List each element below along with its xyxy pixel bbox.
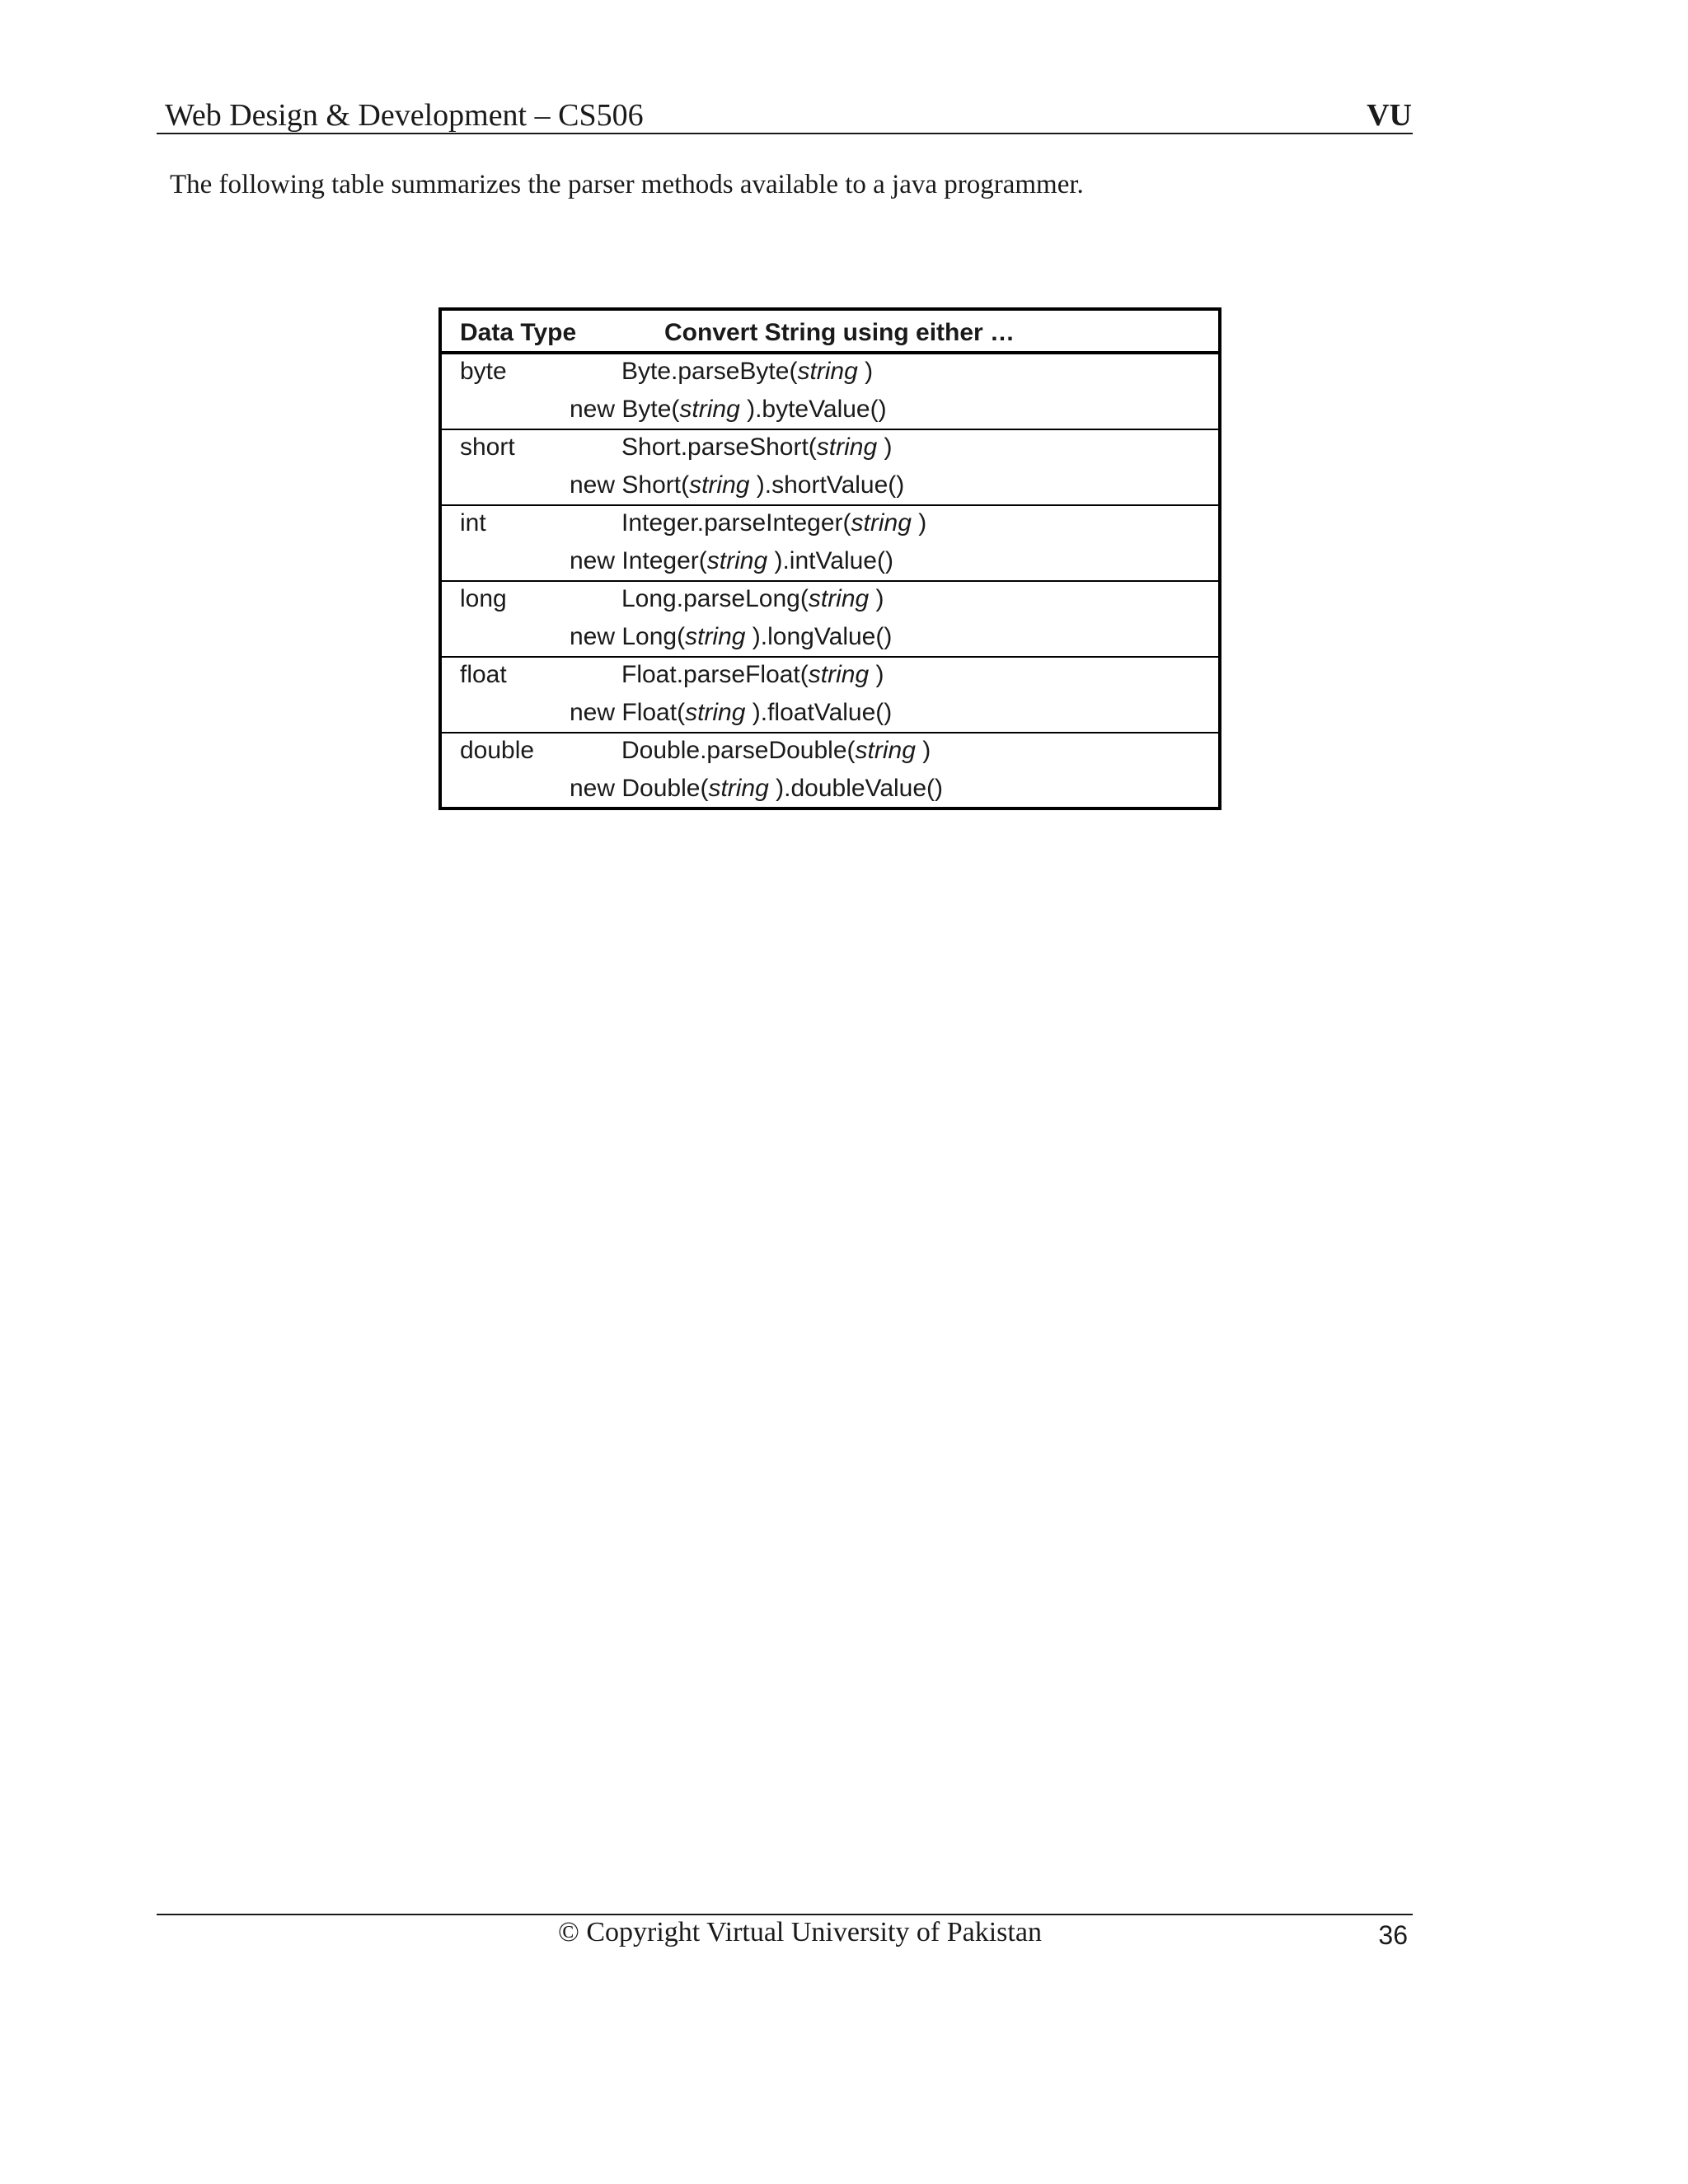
method-prefix: Double.parseDouble( (621, 737, 856, 764)
page-header-institution: VU (1367, 98, 1412, 133)
footer-divider (157, 1914, 1413, 1915)
method-prefix: Float.parseFloat( (621, 661, 809, 688)
method-prefix: new Integer( (570, 547, 707, 574)
method-suffix: ) (911, 509, 927, 537)
method-argument: string (808, 585, 870, 612)
data-type-cell: byte (460, 358, 507, 385)
method-prefix: new Byte( (570, 396, 680, 423)
parse-method (621, 509, 926, 537)
table-row (442, 582, 1218, 658)
constructor-method (570, 623, 892, 651)
method-argument: string (808, 661, 870, 688)
footer-copyright: © Copyright Virtual University of Pakistan (558, 1917, 1042, 1947)
method-argument: string (685, 699, 746, 726)
data-type-cell: float (460, 661, 507, 688)
method-suffix: ).byteValue() (739, 396, 887, 423)
method-suffix: ) (857, 358, 874, 385)
parse-method (621, 737, 931, 765)
method-argument: string (797, 358, 858, 385)
constructor-method (570, 471, 904, 499)
method-prefix: Short.parseShort( (621, 434, 817, 461)
method-prefix: new Short( (570, 471, 690, 499)
method-prefix: new Long( (570, 623, 686, 650)
method-argument: string (816, 434, 878, 461)
constructor-method (570, 699, 892, 727)
method-prefix: Long.parseLong( (621, 585, 809, 612)
parse-method (621, 585, 884, 613)
parser-methods-table (438, 307, 1221, 810)
data-type-cell: double (460, 737, 535, 764)
method-prefix: new Float( (570, 699, 686, 726)
table-row (442, 733, 1218, 809)
method-argument: string (706, 547, 768, 574)
table-row (442, 354, 1218, 430)
constructor-method (570, 775, 943, 803)
method-argument: string (689, 471, 750, 499)
method-suffix: ).shortValue() (749, 471, 905, 499)
parse-method (621, 358, 873, 386)
method-suffix: ) (869, 585, 884, 612)
data-type-cell: int (460, 509, 486, 537)
method-argument: string (685, 623, 746, 650)
table-row (442, 430, 1218, 506)
method-argument: string (855, 737, 916, 764)
page-number: 36 (1378, 1920, 1408, 1950)
parse-method (621, 434, 892, 462)
method-suffix: ).floatValue() (745, 699, 893, 726)
method-suffix: ) (915, 737, 931, 764)
table-row (442, 658, 1218, 733)
intro-paragraph: The following table summarizes the parser methods available to a java programmer. (170, 170, 1084, 199)
method-prefix: Integer.parseInteger( (621, 509, 851, 537)
method-argument: string (679, 396, 740, 423)
header-divider (157, 133, 1413, 134)
method-prefix: Byte.parseByte( (621, 358, 798, 385)
page-header-title: Web Design & Development – CS506 (165, 98, 644, 133)
data-type-cell: short (460, 434, 515, 461)
constructor-method (570, 396, 887, 424)
constructor-method (570, 547, 893, 575)
method-argument: string (851, 509, 912, 537)
method-suffix: ).doubleValue() (768, 775, 944, 802)
parse-method (621, 661, 884, 689)
method-suffix: ) (869, 661, 884, 688)
method-suffix: ).intValue() (767, 547, 893, 574)
table-header (442, 311, 1218, 354)
method-suffix: ).longValue() (745, 623, 893, 650)
column-header-convert: Convert String using either … (664, 319, 1015, 346)
method-prefix: new Double( (570, 775, 709, 802)
column-header-data-type: Data Type (460, 319, 577, 346)
method-suffix: ) (877, 434, 893, 461)
method-argument: string (708, 775, 769, 802)
data-type-cell: long (460, 585, 507, 612)
table-row (442, 506, 1218, 582)
